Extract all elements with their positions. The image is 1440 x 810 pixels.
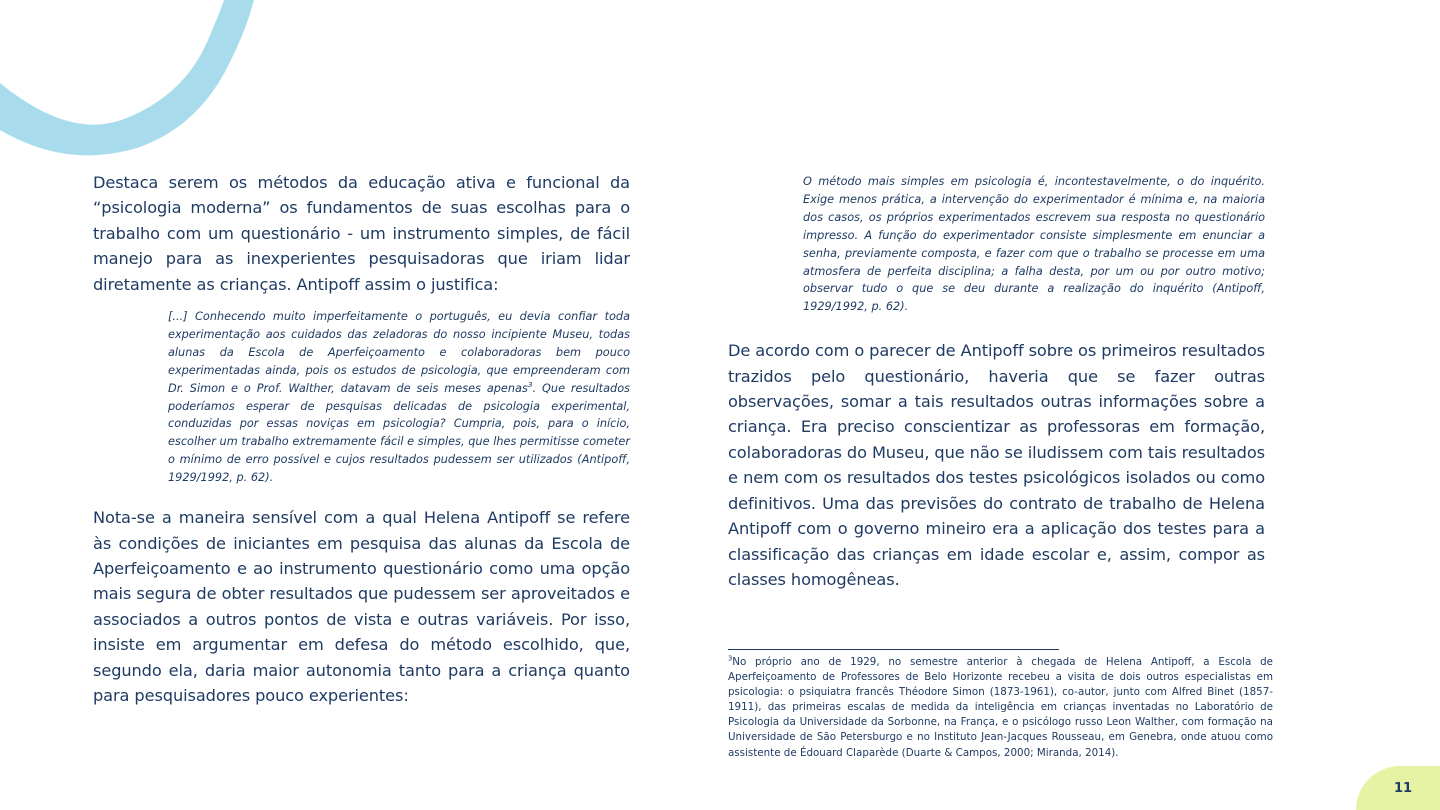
block-quote <box>168 308 630 487</box>
quote-text: [...] Conhecendo muito imperfeitamente o português, eu devia confiar toda experimentação aos cuidados das zeladoras do nosso incipiente Museu, todas alunas da Escola de Aperfeiçoamento e colaboradoras bem pouco experimentadas ainda, pois os estudos de psicologia, que empreenderam com Dr. Simon e o Prof. Walther, datavam de seis meses apenas <box>168 310 630 395</box>
page-number: 11 <box>1394 781 1413 796</box>
right-column <box>728 173 1265 592</box>
footnote-text: No próprio ano de 1929, no semestre anterior à chegada de Helena Antipoff, a Escola de Aperfeiçoamento de Professores de Belo Horizonte recebeu a visita de dois outros especialistas em psicologia: o psiquiatra francês Théodore Simon (1873-1961), co-autor, junto com Alfred Binet (1857-1911), das primeiras escalas de medida da inteligência em crianças inventadas no Laboratório de Psicologia da Universidade da Sorbonne, na França, e o psicólogo russo Leon Walther, com formação na Universidade de São Petersburgo e no Instituto Jean-Jacques Rousseau, em Genebra, onde atuou como assistente de Édouard Claparède (Duarte & Campos, 2000; Miranda, 2014). <box>728 656 1273 759</box>
body-paragraph: Nota-se a maneira sensível com a qual Helena Antipoff se refere às condições de iniciantes em pesquisa das alunas da Escola de Aperfeiçoamento e ao instrumento questionário como uma opção mais segura de obter resultados que pudessem ser aproveitados e associados a outros pontos de vista e outras variáveis. Por isso, insiste em argumentar em defesa do método escolhido, que, segundo ela, daria maior autonomia tanto para a criança quanto para pesquisadores pouco experientes: <box>93 508 630 705</box>
footnote <box>728 655 1273 761</box>
footnote-reference: 3 <box>527 379 533 389</box>
quote-text: . Que resultados poderíamos esperar de pesquisas delicadas de psicologia experimental, conduzidas por essas noviças em psicologia? Cumpria, pois, para o início, escolher um trabalho extremamente fácil e simples, que lhes permitisse cometer o mínimo de erro possível e cujos resultados pudessem ser utilizados (Antipoff, 1929/1992, p. 62). <box>168 381 631 485</box>
body-paragraph: Destaca serem os métodos da educação ativa e funcional da “psicologia moderna” os fundamentos de suas escolhas para o trabalho com um questionário - um instrumento simples, de fácil manejo para as inexperientes pesquisadoras que iriam lidar diretamente as crianças. Antipoff assim o justifica: <box>93 173 630 294</box>
block-quote: O método mais simples em psicologia é, incontestavelmente, o do inquérito. Exige menos prática, a intervenção do experimentador é mínima e, na maioria dos casos, os próprios experimentados escrevem sua resposta no questionário impresso. A função do experimentador consiste simplesmente em enunciar a senha, previamente composta, e fazer com que o trabalho se processe em uma atmosfera de perfeita disciplina; a falha desta, por um ou por outro motivo; observar tudo o que se deu durante a realização do inquérito (Antipoff, 1929/1992, p. 62). <box>803 175 1265 314</box>
left-column <box>93 170 630 708</box>
footnote-marker: 3 <box>728 654 733 663</box>
footnote-divider <box>728 649 1059 650</box>
body-paragraph: De acordo com o parecer de Antipoff sobre os primeiros resultados trazidos pelo questionário, haveria que se fazer outras observações, somar a tais resultados outras informações sobre a criança. Era preciso conscientizar as professoras em formação, colaboradoras do Museu, que não se iludissem com tais resultados e nem com os resultados dos testes psicológicos isolados ou como definitivos. Uma das previsões do contrato de trabalho de Helena Antipoff com o governo mineiro era a aplicação dos testes para a classificação das crianças em idade escolar e, assim, compor as classes homogêneas. <box>728 341 1265 589</box>
decorative-arc <box>0 0 270 170</box>
